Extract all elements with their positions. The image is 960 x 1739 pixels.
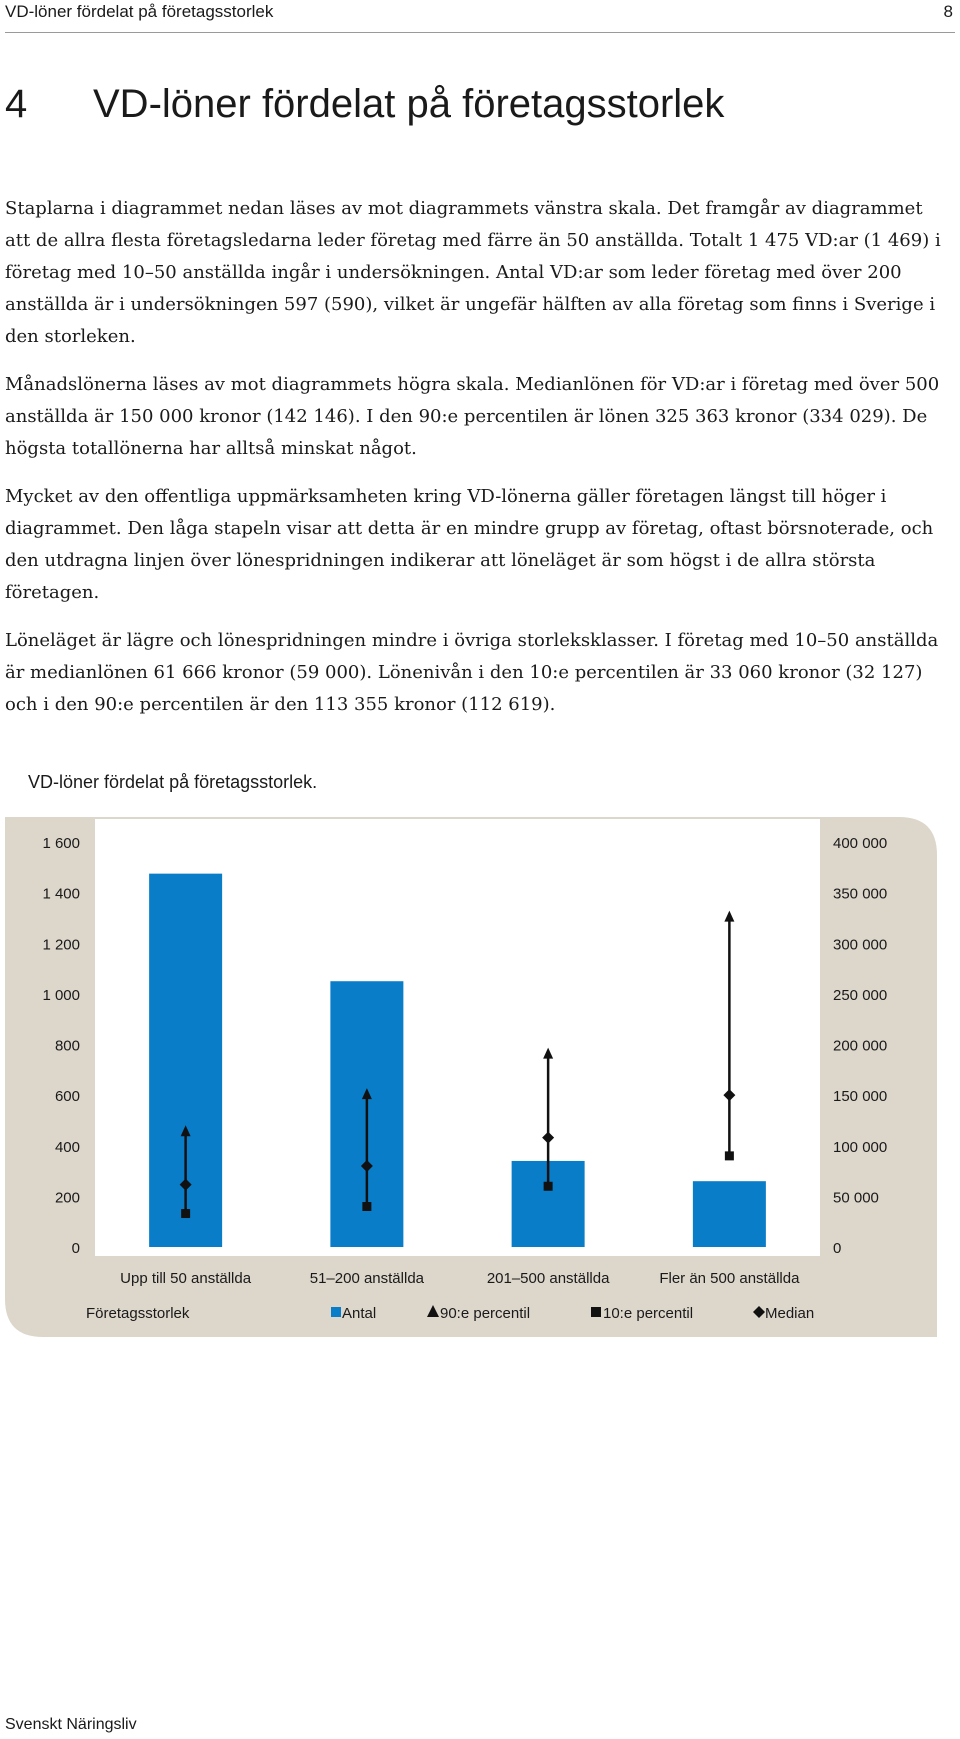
category-label: Upp till 50 anställda [120,1270,252,1287]
running-header [5,2,955,33]
running-title: VD-löner fördelat på företagsstorlek [5,2,274,21]
category-label: 51–200 anställda [309,1270,425,1287]
section-heading [5,80,724,128]
p10-marker [181,1209,190,1218]
category-label: Fler än 500 anställda [659,1270,800,1287]
p10-marker [725,1151,734,1160]
left-axis-tick-label: 0 [71,1240,80,1257]
paragraph: Mycket av den offentliga uppmärksamheten kring VD-lönerna gäller företagen längst till höger i diagrammet. Den låga stapeln visar att detta är en mindre grupp av företag, oftast börsnoterade, och den utdragna linjen över lönespridningen indikerar att löneläget är som högst i de allra största företagen. [5,486,934,603]
legend-p10: 10:e percentil [603,1305,694,1322]
section-number: 4 [5,82,28,126]
page-number: 8 [943,2,953,21]
right-axis-tick-label: 400 000 [833,835,888,852]
left-axis-tick-label: 200 [54,1189,80,1207]
legend-p10-swatch [591,1307,601,1317]
paragraph: Staplarna i diagrammet nedan läses av mot diagrammets vänstra skala. Det framgår av diagrammet att de allra flesta företagsledarna leder företag med färre än 50 anställda. Totalt 1 475 VD:ar (1 469) i företag med 10–50 anställda ingår i undersökningen. Antal VD:ar som leder företag med över 200 anställda är i undersökningen 597 (590), vilket är ungefär hälften av alla företag som finns i Sverige i den storleken. [5,198,941,347]
footer-publisher: Svenskt Näringsliv [5,1716,137,1733]
salary-chart [0,812,960,1352]
left-axis-tick-label: 1 400 [42,885,80,903]
paragraph: Löneläget är lägre och lönespridningen mindre i övriga storleksklasser. I företag med 10–50 anställda är medianlönen 61 666 kronor (59 000). Lönenivån i den 10:e percentilen är 33 060 kronor (32 127) och i den 90:e percentilen är den 113 355 kronor (112 619). [5,630,939,715]
p10-marker [362,1202,371,1211]
legend-antal: Antal [342,1305,377,1322]
right-axis-tick-label: 50 000 [833,1189,879,1207]
left-axis-tick-label: 1 600 [42,835,80,852]
chart-title: VD-löner fördelat på företagsstorlek. [28,772,318,792]
left-axis-tick-label: 1 000 [42,986,80,1004]
right-axis-tick-label: 200 000 [833,1037,888,1055]
body-text [5,193,950,737]
paragraph: Månadslönerna läses av mot diagrammets högra skala. Medianlönen för VD:ar i företag med över 500 anställda är 150 000 kronor (142 146). I den 90:e percentilen är lönen 325 363 kronor (334 029). De högsta totallönerna har alltså minskat något. [5,374,940,459]
left-axis-tick-label: 800 [54,1037,80,1055]
right-axis-tick-label: 250 000 [833,986,888,1004]
x-axis-label: Företagsstorlek [86,1305,190,1322]
left-axis-tick-label: 600 [54,1088,80,1106]
legend-median: Median [765,1305,815,1322]
left-axis-tick-label: 400 [54,1138,80,1156]
bar [693,1181,766,1247]
section-title: VD-löner fördelat på företagsstorlek [93,82,725,126]
legend-bar-swatch [331,1307,341,1317]
right-axis-tick-label: 0 [833,1240,842,1257]
right-axis-tick-label: 350 000 [833,885,888,903]
right-axis-tick-label: 300 000 [833,936,888,954]
right-axis-tick-label: 150 000 [833,1088,888,1106]
p10-marker [544,1182,553,1191]
right-axis-tick-label: 100 000 [833,1138,888,1156]
left-axis-tick-label: 1 200 [42,936,80,954]
legend-p90: 90:e percentil [440,1305,531,1322]
category-label: 201–500 anställda [486,1270,610,1287]
